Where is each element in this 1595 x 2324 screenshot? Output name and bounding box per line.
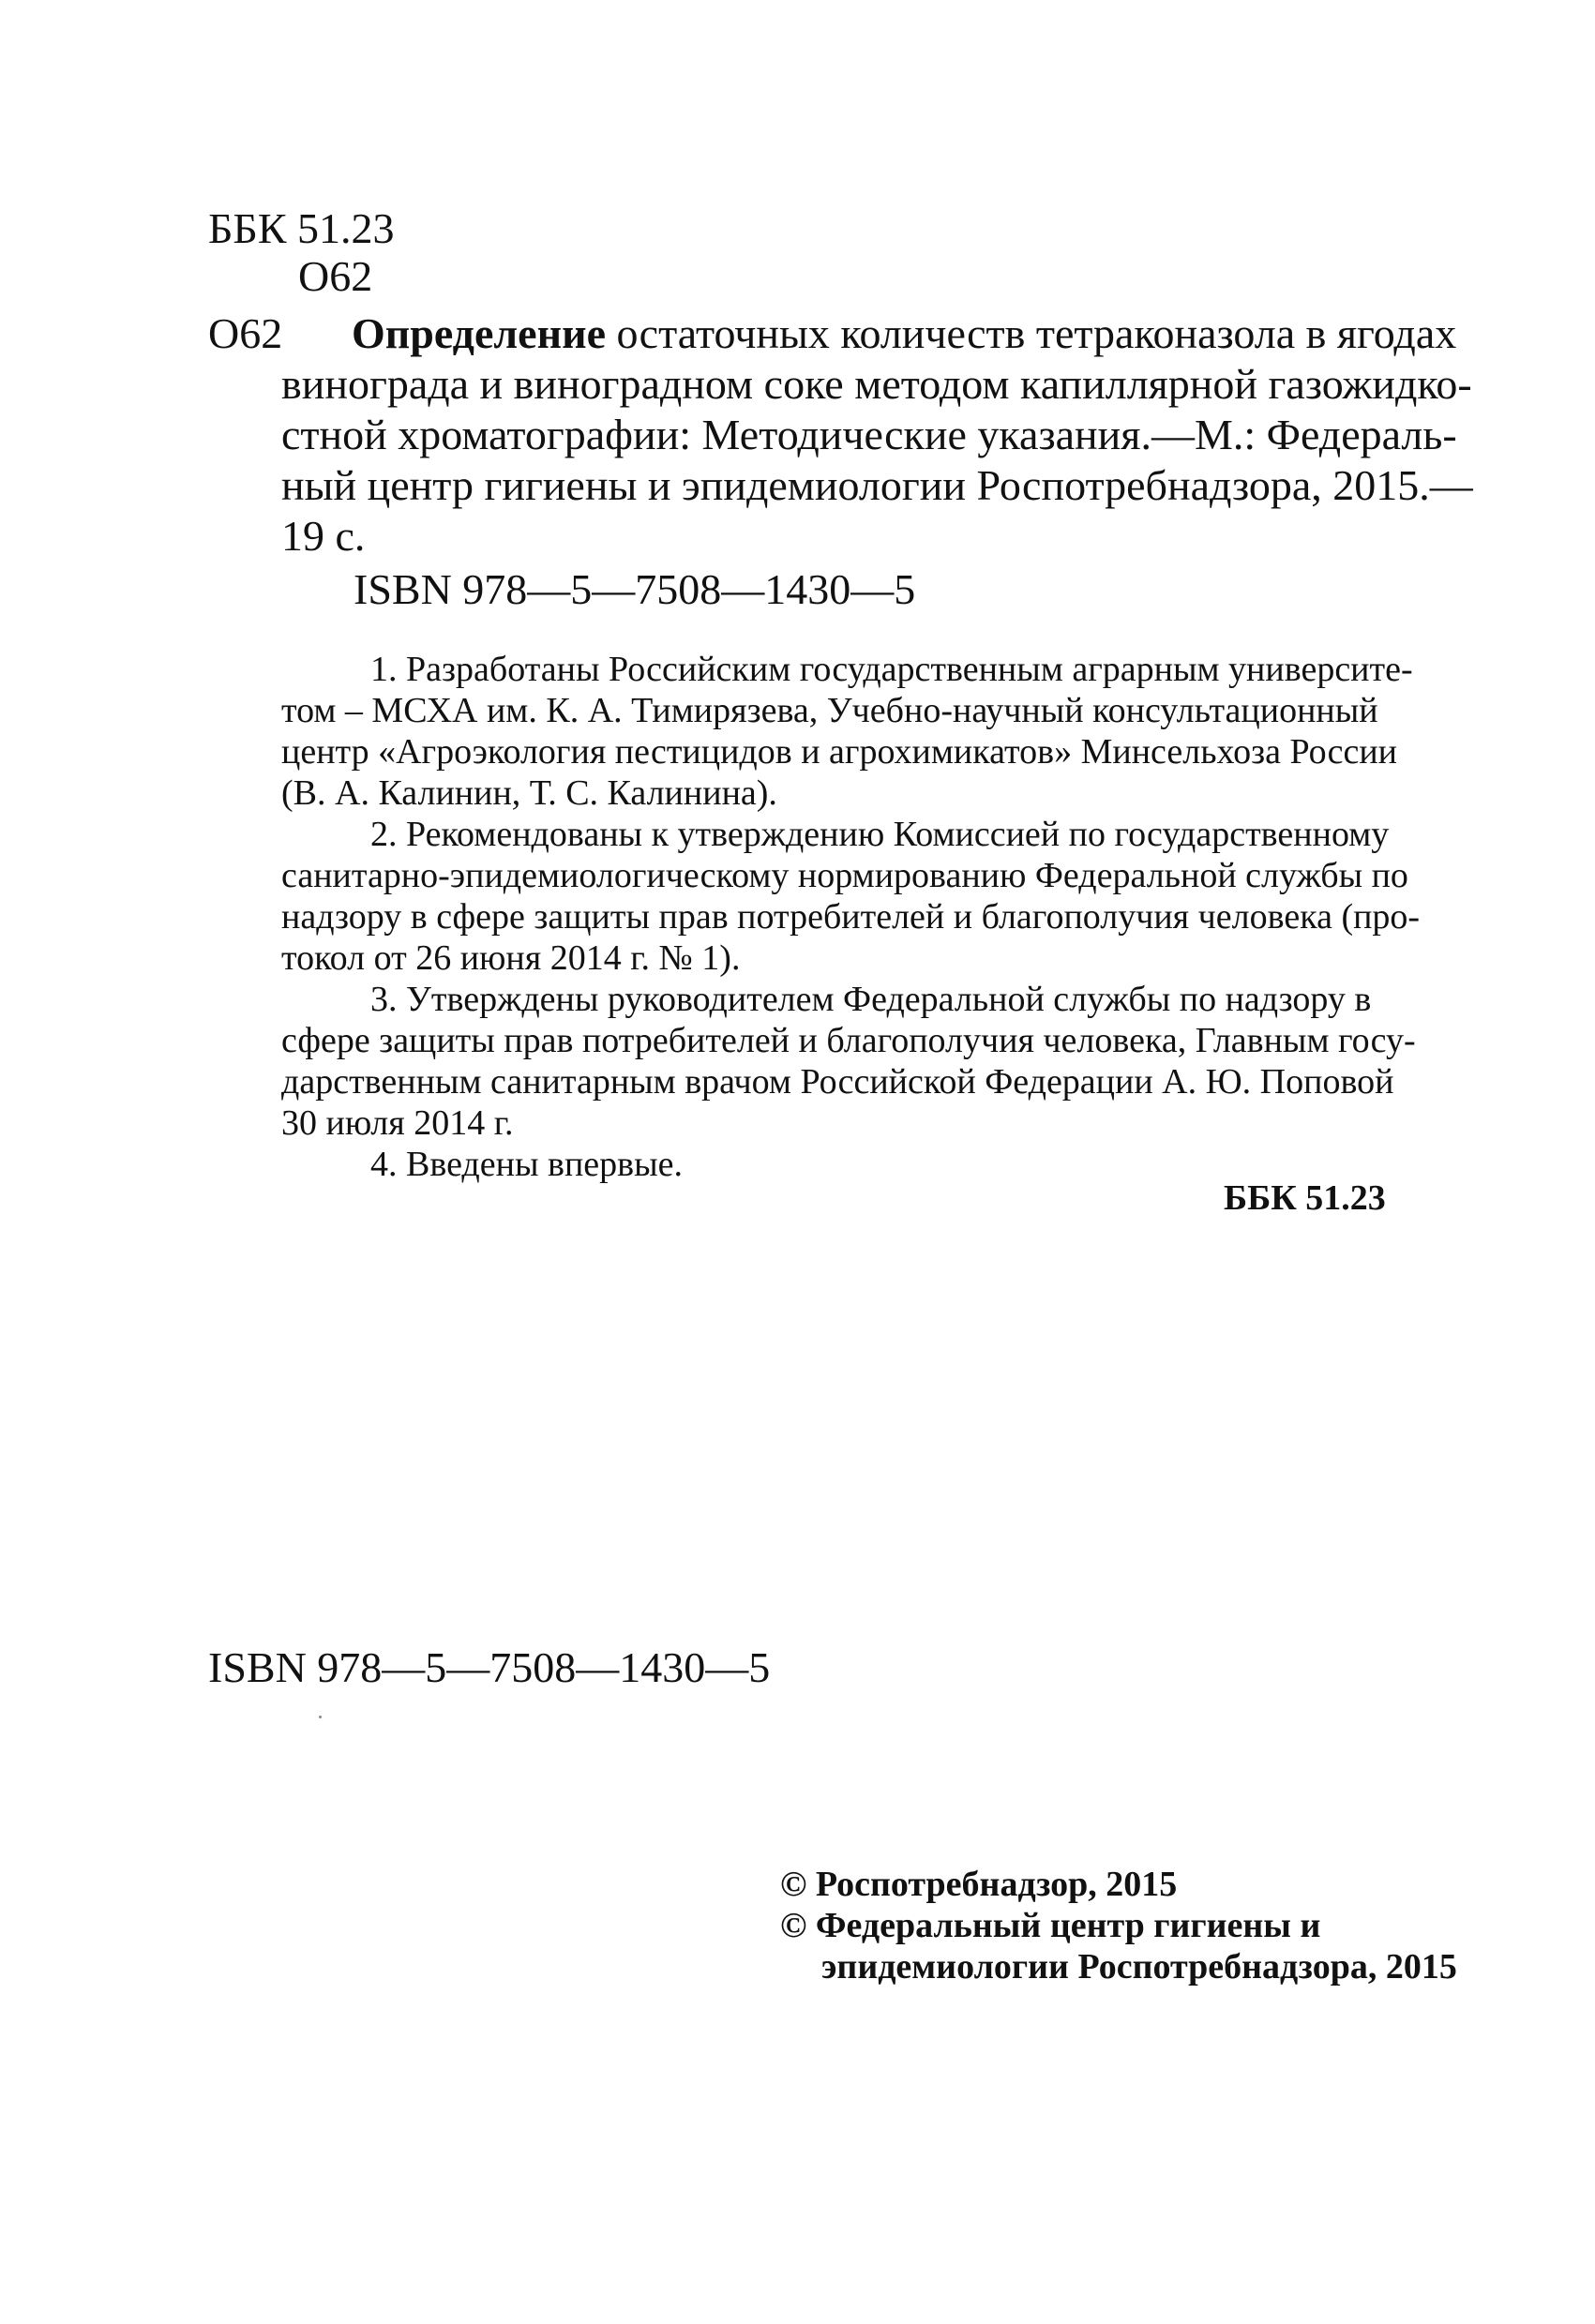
info-line-10: сфере защиты прав потребителей и благополучия человека, Главным госу-	[281, 1021, 1416, 1060]
info-line-4: (В. А. Калинин, Т. С. Калинина).	[281, 773, 777, 813]
copyright-line-2: © Федеральный центр гигиены и	[780, 1906, 1321, 1945]
info-line-6: санитарно-эпидемиологическому нормированию Федеральной службы по	[281, 856, 1408, 895]
entry-title-bold: Определение	[352, 309, 607, 357]
copyright-line-3: эпидемиологии Роспотребнадзора, 2015	[821, 1947, 1457, 1987]
entry-line-3: стной хроматографии: Методические указания.—М.: Федераль-	[281, 411, 1457, 458]
entry-line-1	[281, 308, 1457, 359]
entry-line-4: ный центр гигиены и эпидемиологии Роспотребнадзора, 2015.—	[281, 461, 1473, 509]
entry-line-5: 19 с.	[281, 512, 366, 560]
entry-line-2: винограда и виноградном соке методом капиллярной газожидко-	[281, 360, 1472, 408]
isbn-bottom: ISBN 978—5—7508—1430—5	[208, 1643, 771, 1691]
info-line-8: токол от 26 июня 2014 г. № 1).	[281, 938, 741, 978]
copyright-line-1: © Роспотребнадзор, 2015	[780, 1865, 1178, 1904]
bbk-bold: ББК 51.23	[1224, 1178, 1386, 1218]
info-block	[281, 649, 1421, 1185]
info-line-12: 30 июля 2014 г.	[281, 1103, 514, 1143]
info-line-9: 3. Утверждены руководителем Федеральной службы по надзору в	[370, 980, 1372, 1019]
catalog-entry	[281, 308, 1473, 562]
info-line-11: дарственным санитарным врачом Российской Федерации А. Ю. Поповой	[281, 1062, 1394, 1102]
entry-title-text: остаточных количеств тетраконазола в ягодах	[616, 309, 1457, 357]
info-line-1: 1. Разработаны Российским государственным аграрным университе-	[370, 650, 1413, 689]
info-line-13: 4. Введены впервые.	[370, 1145, 683, 1184]
bbk-code: ББК 51.23	[208, 204, 395, 252]
info-line-7: надзору в сфере защиты прав потребителей и благополучия человека (про-	[281, 897, 1421, 937]
author-sign-top: О62	[298, 252, 373, 300]
info-line-2: том – МСХА им. К. А. Тимирязева, Учебно-научный консультационный	[281, 691, 1378, 730]
info-line-5: 2. Рекомендованы к утверждению Комиссией по государственному	[370, 815, 1390, 854]
info-line-3: центр «Агроэкология пестицидов и агрохимикатов» Минсельхоза России	[281, 732, 1398, 772]
author-sign-entry: О62	[208, 309, 283, 357]
isbn-top: ISBN 978—5—7508—1430—5	[354, 565, 916, 613]
scan-speck	[319, 1716, 322, 1718]
